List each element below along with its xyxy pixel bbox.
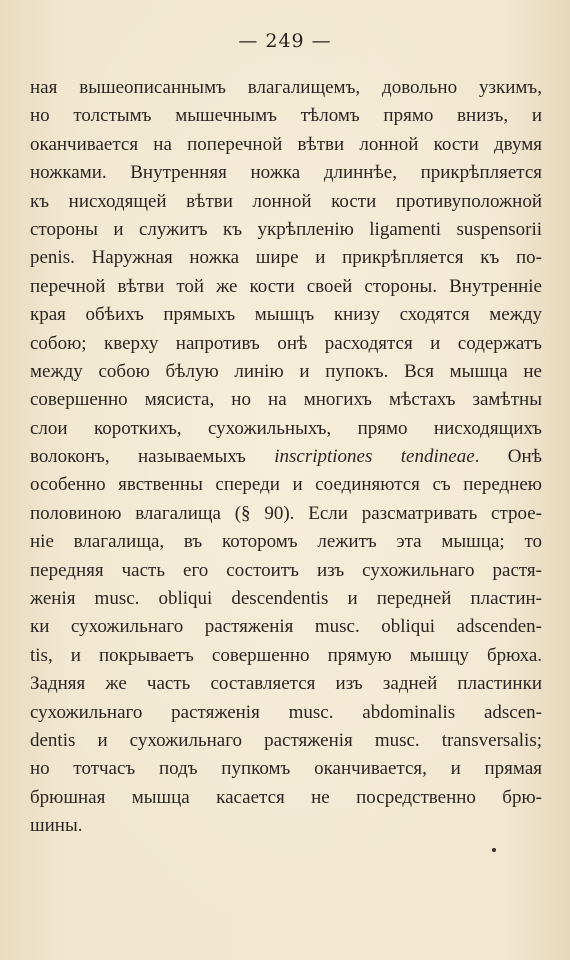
text-line-last: шины. bbox=[30, 815, 83, 837]
text-line: но тотчасъ подъ пупкомъ оканчивается, и прямая bbox=[30, 758, 542, 780]
text-line: но толстымъ мышечнымъ тѣломъ прямо внизъ, и bbox=[30, 105, 542, 127]
text-line: передняя часть его состоитъ изъ сухожильнаго растя- bbox=[30, 559, 542, 581]
text-line: собою; кверху напротивъ онѣ расходятся и содержатъ bbox=[30, 332, 542, 354]
text-line: penis. Наружная ножка шире и прикрѣпляется къ по- bbox=[30, 247, 542, 269]
text-line: tis, и покрываетъ совершенно прямую мышцу брюха. bbox=[30, 644, 542, 666]
text-line: совершенно мясиста, но на многихъ мѣстахъ замѣтны bbox=[30, 389, 542, 411]
text-line: сухожильнаго растяженія musc. abdominalis adscen- bbox=[30, 701, 542, 723]
italic-latin-term: inscriptiones tendineae bbox=[274, 446, 475, 468]
text-line: слои короткихъ, сухожильныхъ, прямо нисходящихъ bbox=[30, 417, 542, 439]
body-text bbox=[30, 74, 542, 841]
text-line: брюшная мышца касается не посредственно брю- bbox=[30, 786, 542, 808]
text-line: половиною влагалища (§ 90). Если разсматривать строе- bbox=[30, 502, 542, 524]
ink-speck bbox=[492, 848, 496, 852]
text-line: къ нисходящей вѣтви лонной кости противуположной bbox=[30, 190, 542, 212]
text-line: ная вышеописаннымъ влагалищемъ, довольно узкимъ, bbox=[30, 77, 542, 98]
text-line: особенно явственны спереди и соединяются съ переднею bbox=[30, 474, 542, 496]
text-line: Задняя же часть составляется изъ задней пластинки bbox=[30, 673, 542, 695]
page-number: — 249 — bbox=[238, 30, 332, 52]
text-line: между собою бѣлую линію и пупокъ. Вся мышца не bbox=[30, 360, 542, 382]
text-line: стороны и служитъ къ укрѣпленію ligamenti suspensorii bbox=[30, 218, 542, 240]
text-line-with-italic: волоконъ, называемыхъ inscriptiones tendineae. Онѣ bbox=[30, 446, 542, 468]
text-line: ножками. Внутренняя ножка длиннѣе, прикрѣпляется bbox=[30, 162, 542, 184]
text-line: оканчивается на поперечной вѣтви лонной кости двумя bbox=[30, 133, 542, 155]
text-line: края обѣихъ прямыхъ мышцъ книзу сходятся между bbox=[30, 304, 542, 326]
text-line: dentis и сухожильнаго растяженія musc. transversalis; bbox=[30, 729, 542, 751]
text-line: перечной вѣтви той же кости своей стороны. Внутренніе bbox=[30, 275, 542, 297]
text-line: ки сухожильнаго растяженія musc. obliqui adscenden- bbox=[30, 616, 542, 638]
text-line: женія musc. obliqui descendentis и передней пластин- bbox=[30, 588, 542, 610]
text-line: ніе влагалища, въ которомъ лежитъ эта мышца; то bbox=[30, 531, 542, 553]
